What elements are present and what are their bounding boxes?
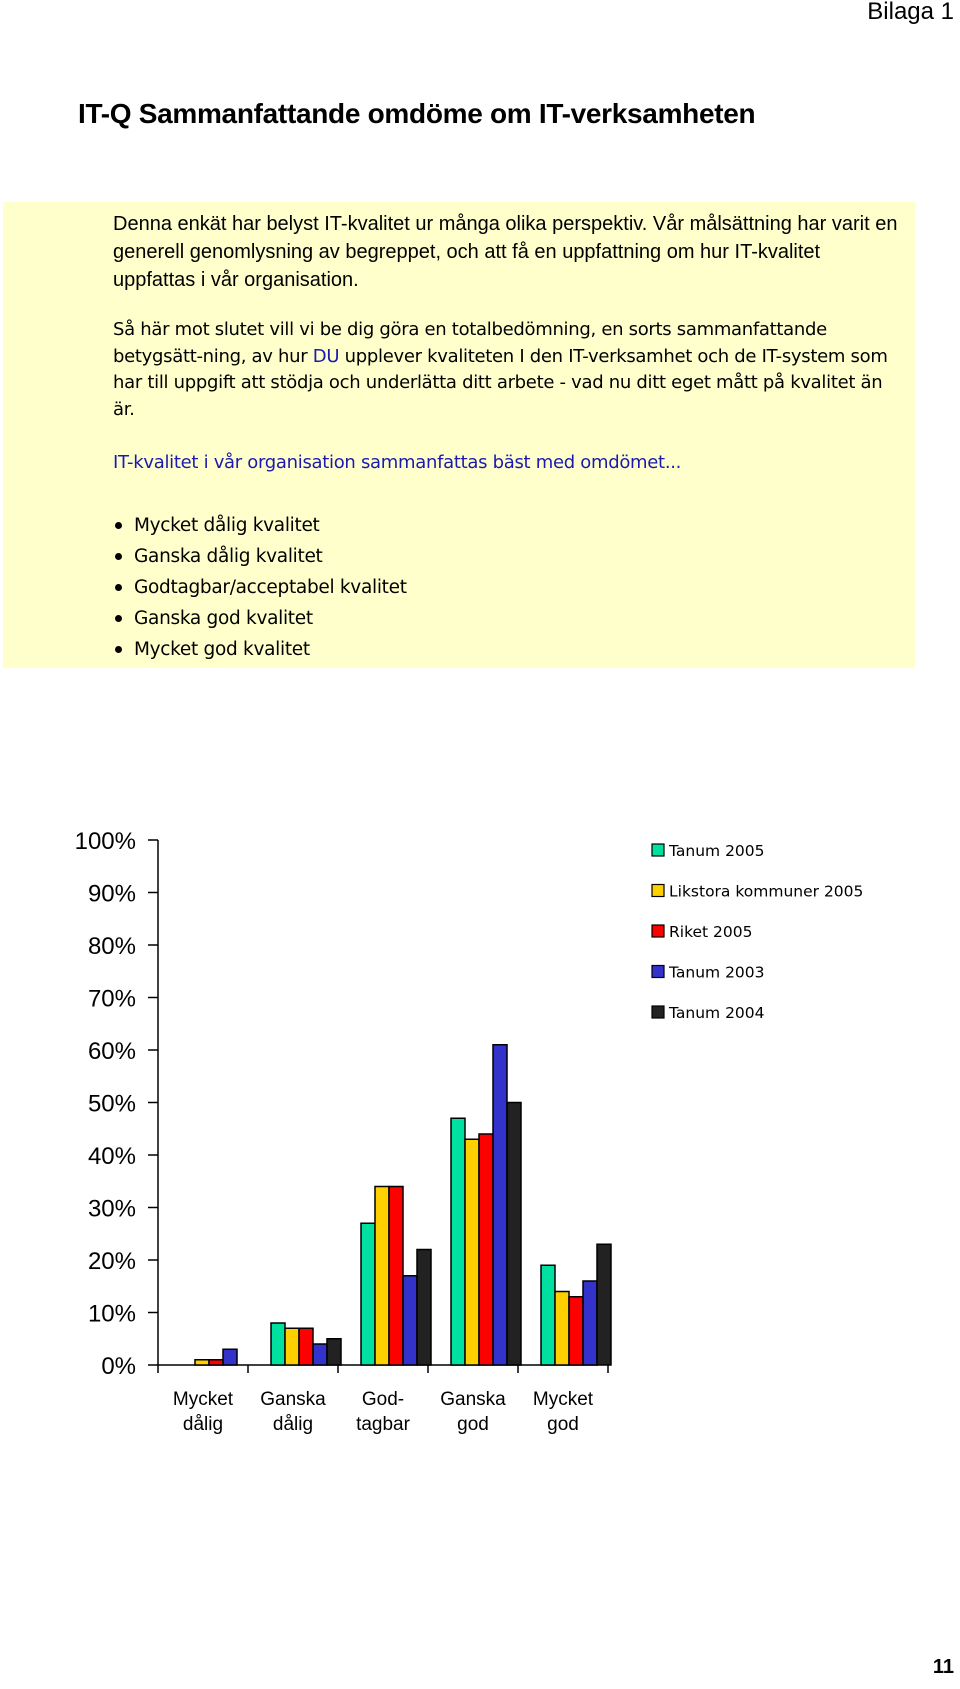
bar (209, 1360, 223, 1365)
answer-option (113, 541, 407, 572)
bar (569, 1297, 583, 1365)
bar (361, 1223, 375, 1365)
y-tick-label: 100% (74, 828, 136, 855)
x-category-label: god (547, 1414, 579, 1435)
legend-label: Tanum 2004 (669, 1004, 765, 1022)
bar (451, 1118, 465, 1365)
y-tick-label: 20% (87, 1248, 136, 1275)
bar (541, 1265, 555, 1365)
du-emphasis: DU (312, 345, 340, 367)
bar (389, 1187, 403, 1366)
answer-options (113, 510, 407, 665)
legend-swatch (652, 1006, 664, 1018)
answer-option (113, 603, 407, 634)
legend-swatch (652, 844, 664, 856)
y-tick-label: 30% (87, 1195, 136, 1223)
bullet-icon (115, 615, 122, 622)
bar (375, 1187, 389, 1366)
bullet-icon (115, 584, 122, 591)
appendix-label: Bilaga 1 (867, 0, 954, 25)
y-tick-label: 90% (87, 880, 136, 908)
answer-option-label: Mycket god kvalitet (134, 639, 310, 660)
y-tick-label: 80% (87, 933, 136, 960)
legend-label: Tanum 2005 (669, 842, 765, 860)
x-category-label: Ganska (440, 1389, 506, 1410)
bar (507, 1103, 521, 1366)
instruction-paragraph (113, 317, 903, 423)
legend-swatch (652, 925, 664, 937)
x-category-label: dålig (182, 1414, 224, 1435)
answer-option (113, 510, 407, 541)
bullet-icon (115, 646, 122, 653)
y-tick-label: 0% (101, 1353, 136, 1380)
x-category-label: tagbar (356, 1414, 410, 1435)
instruction-text-start: Så här mot slutet vill vi be dig göra en totalbedömning, en sorts sammanfattande betygsätt-ning, av hur (113, 319, 827, 367)
results-bar-chart (0, 810, 960, 1450)
legend-label: Riket 2005 (669, 923, 753, 941)
x-category-label: Mycket (532, 1389, 594, 1410)
bar (555, 1292, 569, 1366)
bar (417, 1250, 431, 1366)
bar (479, 1134, 493, 1365)
answer-option (113, 572, 407, 603)
legend-swatch (652, 885, 664, 897)
y-tick-label: 60% (87, 1038, 136, 1065)
bar (583, 1281, 597, 1365)
x-category-label: Ganska (260, 1389, 326, 1410)
answer-option-label: Mycket dålig kvalitet (134, 515, 320, 536)
instruction-text-end: upplever kvaliteten I den IT-verksamhet och de IT-system som har till uppgift att stödja och underlätta ditt arbete - vad nu ditt eget mått på kvalitet än är. (113, 345, 888, 420)
bar (223, 1349, 237, 1365)
y-tick-label: 10% (87, 1300, 136, 1328)
intro-paragraph: Denna enkät har belyst IT-kvalitet ur många olika perspektiv. Vår målsättning har varit en generell genomlysning av begreppet, och att få en uppfattning om hur IT-kvalitet uppfattas i vår organisation. (113, 213, 898, 291)
legend-label: Tanum 2003 (669, 963, 765, 982)
answer-option-label: Ganska dålig kvalitet (134, 546, 323, 567)
bar (271, 1323, 285, 1365)
bar (465, 1139, 479, 1365)
page-number: 11 (932, 1656, 954, 1678)
bullet-icon (115, 553, 122, 560)
x-category-label: God- (361, 1389, 405, 1410)
bullet-icon (115, 522, 122, 529)
x-category-label: dålig (272, 1414, 314, 1435)
bar (403, 1276, 417, 1365)
legend-swatch (652, 966, 664, 978)
bar (299, 1328, 313, 1365)
bar (327, 1339, 341, 1365)
legend-label: Likstora kommuner 2005 (669, 882, 864, 901)
answer-option-label: Godtagbar/acceptabel kvalitet (134, 577, 407, 598)
bar (313, 1344, 327, 1365)
answer-option (113, 634, 407, 665)
y-tick-label: 40% (87, 1143, 136, 1170)
bar (597, 1244, 611, 1365)
answer-option-label: Ganska god kvalitet (134, 608, 313, 629)
bar (493, 1045, 507, 1365)
bar (195, 1360, 209, 1365)
bar (285, 1328, 299, 1365)
x-category-label: god (457, 1414, 489, 1435)
question-text: IT-kvalitet i vår organisation sammanfattas bäst med omdömet... (113, 452, 682, 473)
y-tick-label: 70% (87, 985, 136, 1013)
y-tick-label: 50% (87, 1090, 136, 1118)
page-title: IT-Q Sammanfattande omdöme om IT-verksamheten (78, 98, 756, 129)
x-category-label: Mycket (172, 1389, 234, 1410)
